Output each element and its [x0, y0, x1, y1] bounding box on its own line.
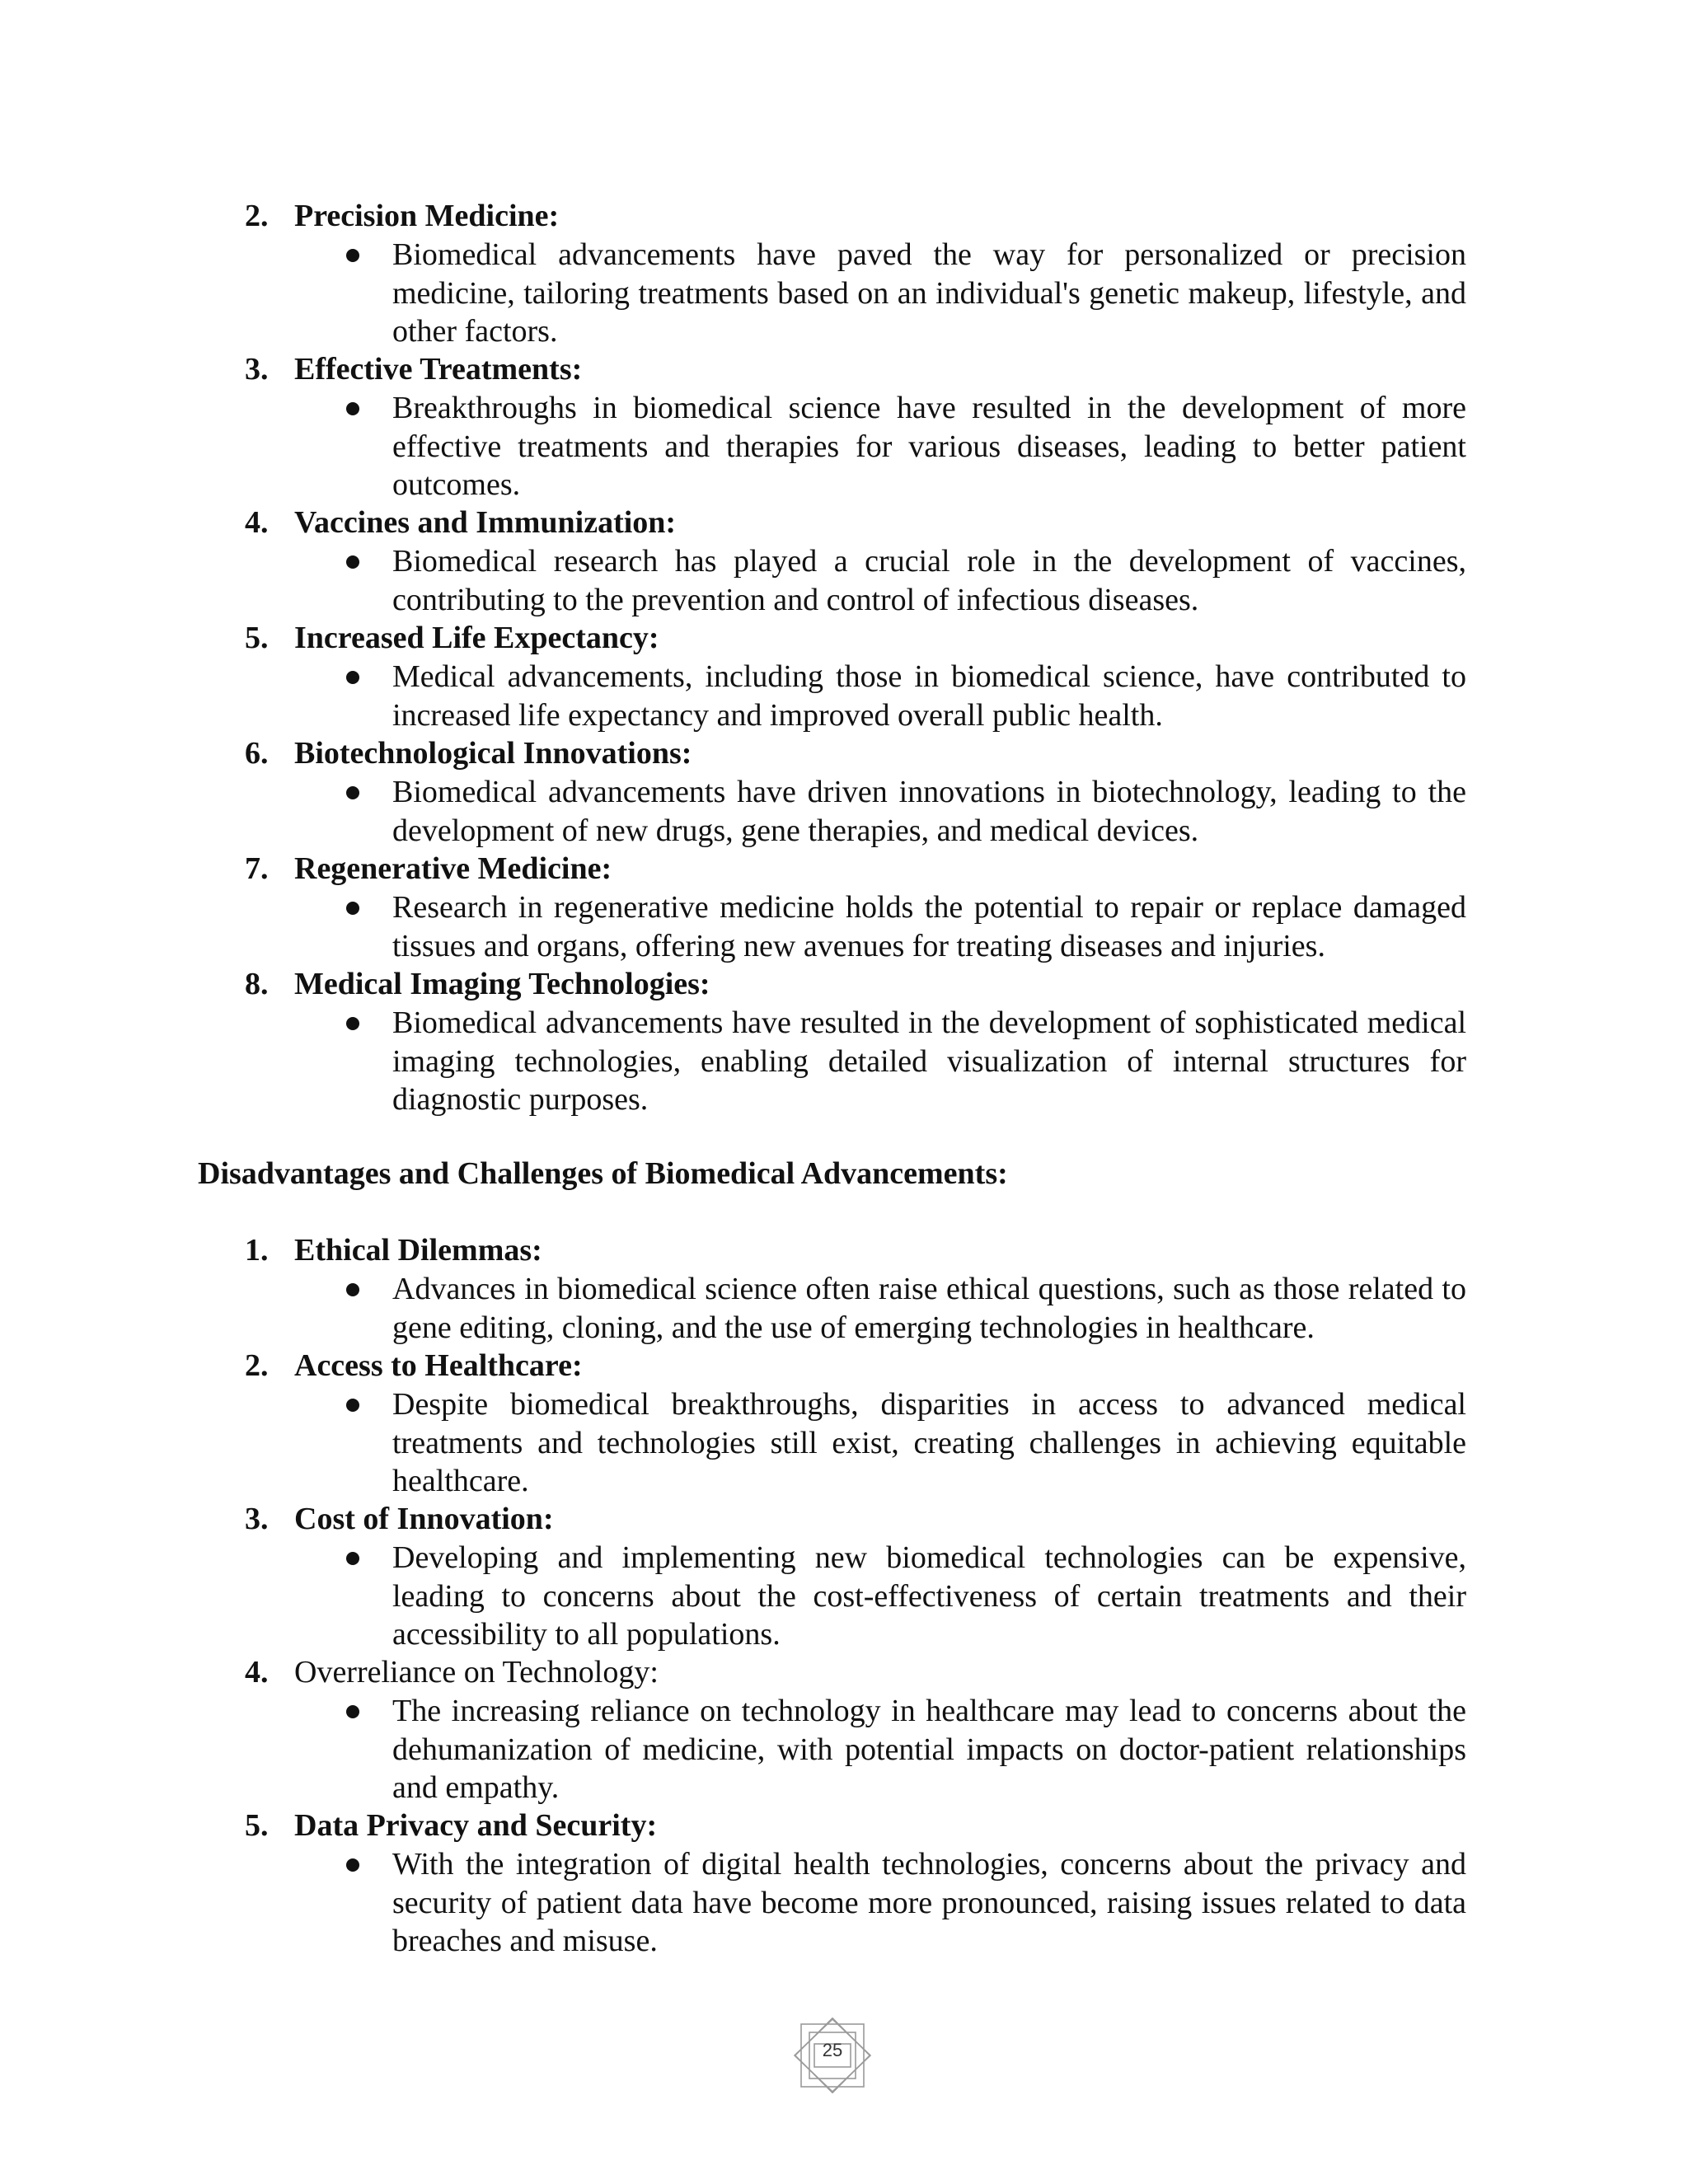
bullet-icon [346, 402, 359, 415]
section-heading: Disadvantages and Challenges of Biomedical Advancements: [198, 1156, 1008, 1191]
list-item-title [245, 1653, 659, 1691]
bullet-text: Breakthroughs in biomedical science have resulted in the development of more effective treatments and therapies for various diseases, leading to better patient outcomes. [392, 391, 1466, 502]
list-item-title [245, 197, 559, 235]
list-item-title [245, 350, 582, 388]
list-item-title [245, 1231, 542, 1269]
item-title-text: Increased Life Expectancy: [294, 621, 659, 655]
bullet-text: Biomedical research has played a crucial role in the development of vaccines, contributing to the prevention and control of infectious diseases. [392, 544, 1466, 617]
bullet-icon [346, 249, 359, 262]
list-item-title [245, 1807, 657, 1844]
bullet-icon [346, 1858, 359, 1872]
bullet-icon [346, 1399, 359, 1412]
item-title-text: Cost of Innovation: [294, 1502, 554, 1536]
item-number: 3. [245, 1502, 269, 1536]
bullet-icon [346, 671, 359, 684]
list-item-title [245, 504, 676, 541]
list-item-title [245, 1347, 583, 1385]
bullet-text: With the integration of digital health technologies, concerns about the privacy and security of patient data have become more pronounced, raising issues related to data breaches and misuse. [392, 1847, 1466, 1958]
bullet-text: The increasing reliance on technology in healthcare may lead to concerns about the dehumanization of medicine, with potential impacts on doctor-patient relationships and empathy. [392, 1694, 1466, 1805]
bullet-text: Medical advancements, including those in biomedical science, have contributed to increased life expectancy and improved overall public health. [392, 659, 1466, 733]
item-title-text: Medical Imaging Technologies: [294, 967, 710, 1001]
bullet-icon [346, 1552, 359, 1565]
bullet-text: Biomedical advancements have paved the way for personalized or precision medicine, tailoring treatments based on an individual's genetic makeup, lifestyle, and other factors. [392, 237, 1466, 349]
item-number: 8. [245, 967, 269, 1001]
item-title-text: Overreliance on Technology: [294, 1655, 659, 1690]
item-number: 2. [245, 1348, 269, 1383]
item-number: 1. [245, 1233, 269, 1268]
item-number: 2. [245, 199, 269, 233]
bullet-text: Despite biomedical breakthroughs, disparities in access to advanced medical treatments and technologies still exist, creating challenges in achieving equitable healthcare. [392, 1387, 1466, 1498]
bullet-icon [346, 1705, 359, 1718]
bullet-icon [346, 555, 359, 569]
item-number: 4. [245, 505, 269, 540]
item-title-text: Vaccines and Immunization: [294, 505, 677, 540]
item-title-text: Precision Medicine: [294, 199, 560, 233]
list-item-title [245, 1500, 554, 1538]
item-title-text: Ethical Dilemmas: [294, 1233, 542, 1268]
item-title-text: Biotechnological Innovations: [294, 736, 692, 771]
bullet-text: Developing and implementing new biomedical technologies can be expensive, leading to concerns about the cost-effectiveness of certain treatments and their accessibility to all populations. [392, 1540, 1466, 1652]
bullet-text: Advances in biomedical science often raise ethical questions, such as those related to gene editing, cloning, and the use of emerging technologies in healthcare. [392, 1272, 1466, 1345]
list-item-title [245, 850, 612, 888]
bullet-icon [346, 786, 359, 799]
bullet-text: Biomedical advancements have resulted in the development of sophisticated medical imaging technologies, enabling detailed visualization of internal structures for diagnostic purposes. [392, 1005, 1466, 1117]
item-number: 5. [245, 621, 269, 655]
item-number: 5. [245, 1808, 269, 1843]
item-number: 7. [245, 851, 269, 886]
bullet-icon [346, 902, 359, 915]
item-title-text: Access to Healthcare: [294, 1348, 583, 1383]
list-item-title [245, 619, 659, 657]
list-item-title [245, 734, 692, 772]
item-title-text: Data Privacy and Security: [294, 1808, 658, 1843]
page-number: 25 [822, 2040, 843, 2060]
bullet-icon [346, 1017, 359, 1030]
item-number: 6. [245, 736, 269, 771]
item-title-text: Regenerative Medicine: [294, 851, 612, 886]
list-item-title [245, 965, 710, 1003]
item-number: 4. [245, 1655, 269, 1690]
bullet-text: Biomedical advancements have driven innovations in biotechnology, leading to the development of new drugs, gene therapies, and medical devices. [392, 775, 1466, 848]
bullet-icon [346, 1283, 359, 1296]
bullet-text: Research in regenerative medicine holds the potential to repair or replace damaged tissues and organs, offering new avenues for treating diseases and injuries. [392, 890, 1466, 963]
item-title-text: Effective Treatments: [294, 352, 583, 387]
item-number: 3. [245, 352, 269, 387]
